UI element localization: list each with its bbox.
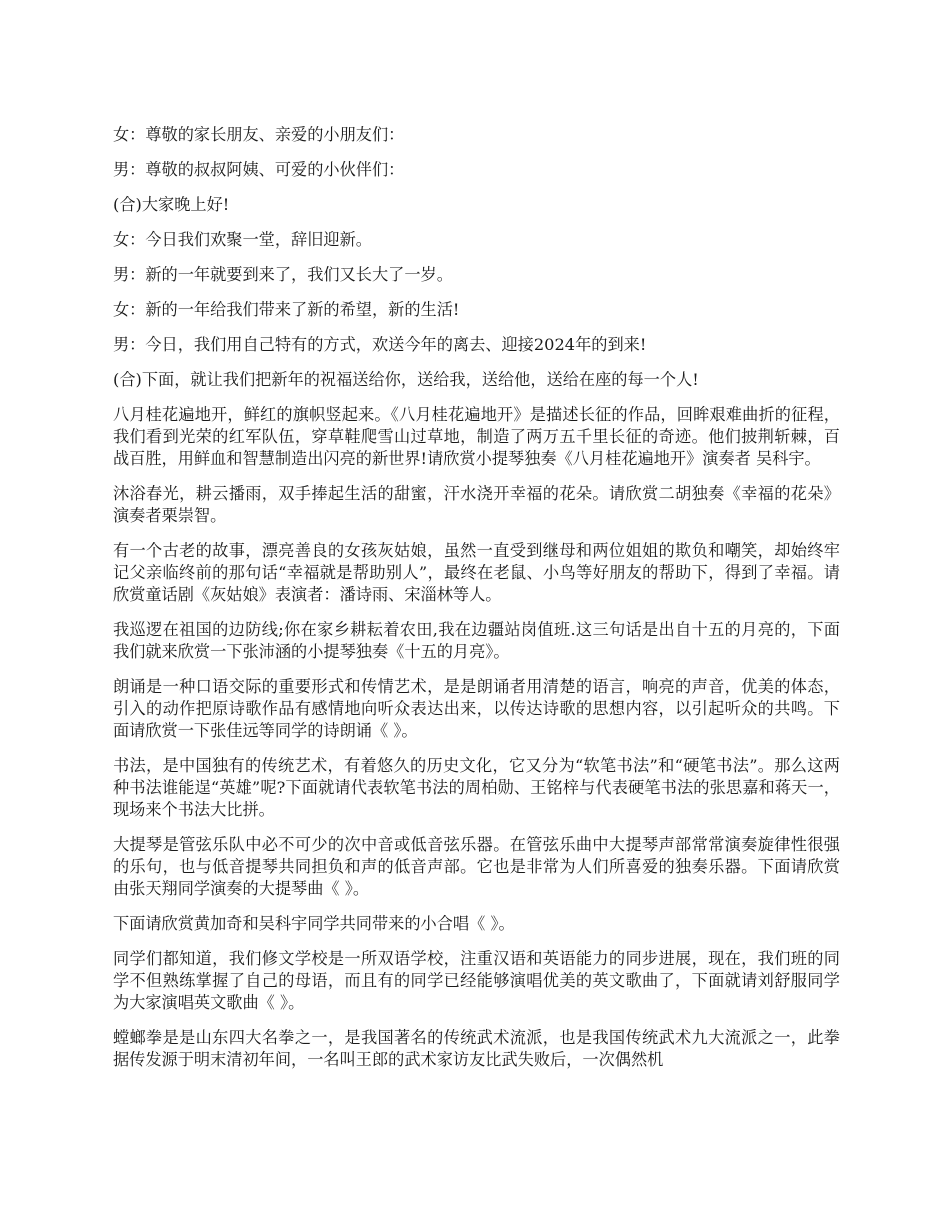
paragraph: 女：尊敬的家长朋友、亲爱的小朋友们： (113, 125, 405, 144)
paragraph: 螳螂拳是是山东四大名拳之一，是我国著名的传统武术流派，也是我国传统武术九大流派之一，此拳据传发源于明末清初年间，一名叫王郎的武术家访友比武失败后，一次偶然机 (113, 1028, 840, 1069)
paragraph: (合)下面，就让我们把新年的祝福送给你，送给我，送给他，送给在座的每一个人! (113, 370, 699, 389)
paragraph: 我巡逻在祖国的边防线;你在家乡耕耘着农田,我在边疆站岗值班.这三句话是出自十五的月亮的，下面我们就来欣赏一下张沛涵的小提琴独奏《十五的月亮》。 (113, 620, 840, 661)
paragraph: 下面请欣赏黄加奇和吴科宇同学共同带来的小合唱《 》。 (113, 914, 515, 933)
paragraph: 男：新的一年就要到来了，我们又长大了一岁。 (113, 265, 453, 284)
paragraph: 女：今日我们欢聚一堂，辞旧迎新。 (113, 230, 372, 249)
paragraph: 有一个古老的故事，漂亮善良的女孩灰姑娘，虽然一直受到继母和两位姐姐的欺负和嘲笑，却始终牢记父亲临终前的那句话“幸福就是帮助别人”，最终在老鼠、小鸟等好朋友的帮助下，得到了幸福。请欣赏童话剧《灰姑娘》表演者：潘诗雨、宋淄林等人。 (113, 541, 840, 604)
document-body (113, 124, 840, 1084)
paragraph: 朗诵是一种口语交际的重要形式和传情艺术，是是朗诵者用清楚的语言，响亮的声音，优美的体态，引入的动作把原诗歌作品有感情地向听众表达出来，以传达诗歌的思想内容，以引起听众的共鸣。下面请欣赏一下张佳远等同学的诗朗诵《 》。 (113, 677, 840, 740)
paragraph: 女：新的一年给我们带来了新的希望，新的生活! (113, 300, 460, 319)
paragraph: 八月桂花遍地开，鲜红的旗帜竖起来。《八月桂花遍地开》是描述长征的作品，回眸艰难曲折的征程，我们看到光荣的红军队伍，穿草鞋爬雪山过草地，制造了两万五千里长征的奇迹。他们披荆斩棘，百战百胜，用鲜血和智慧制造出闪亮的新世界!请欣赏小提琴独奏《八月桂花遍地开》演奏者 吴科宇。 (113, 405, 840, 468)
paragraph: 书法，是中国独有的传统艺术，有着悠久的历史文化，它又分为“软笔书法”和“硬笔书法”。那么这两种书法谁能逞“英雄”呢?下面就请代表软笔书法的周柏勋、王铭梓与代表硬笔书法的张思嘉和蒋天一，现场来个书法大比拼。 (113, 756, 840, 819)
paragraph: 同学们都知道，我们修文学校是一所双语学校，注重汉语和英语能力的同步进展，现在，我们班的同学不但熟练掌握了自己的母语，而且有的同学已经能够演唱优美的英文歌曲了，下面就请刘舒服同学为大家演唱英文歌曲《 》。 (113, 949, 840, 1012)
paragraph: 沐浴春光，耕云播雨，双手捧起生活的甜蜜，汗水浇开幸福的花朵。请欣赏二胡独奏《幸福的花朵》演奏者栗崇智。 (113, 484, 840, 525)
paragraph: 男：尊敬的叔叔阿姨、可爱的小伙伴们： (113, 160, 405, 179)
paragraph: 大提琴是管弦乐队中必不可少的次中音或低音弦乐器。在管弦乐曲中大提琴声部常常演奏旋律性很强的乐句，也与低音提琴共同担负和声的低音声部。它也是非常为人们所喜爱的独奏乐器。下面请欣赏由张天翔同学演奏的大提琴曲《 》。 (113, 835, 840, 898)
paragraph: (合)大家晚上好! (113, 195, 230, 214)
paragraph: 男：今日，我们用自己特有的方式，欢送今年的离去、迎接2024年的到来! (113, 335, 647, 354)
